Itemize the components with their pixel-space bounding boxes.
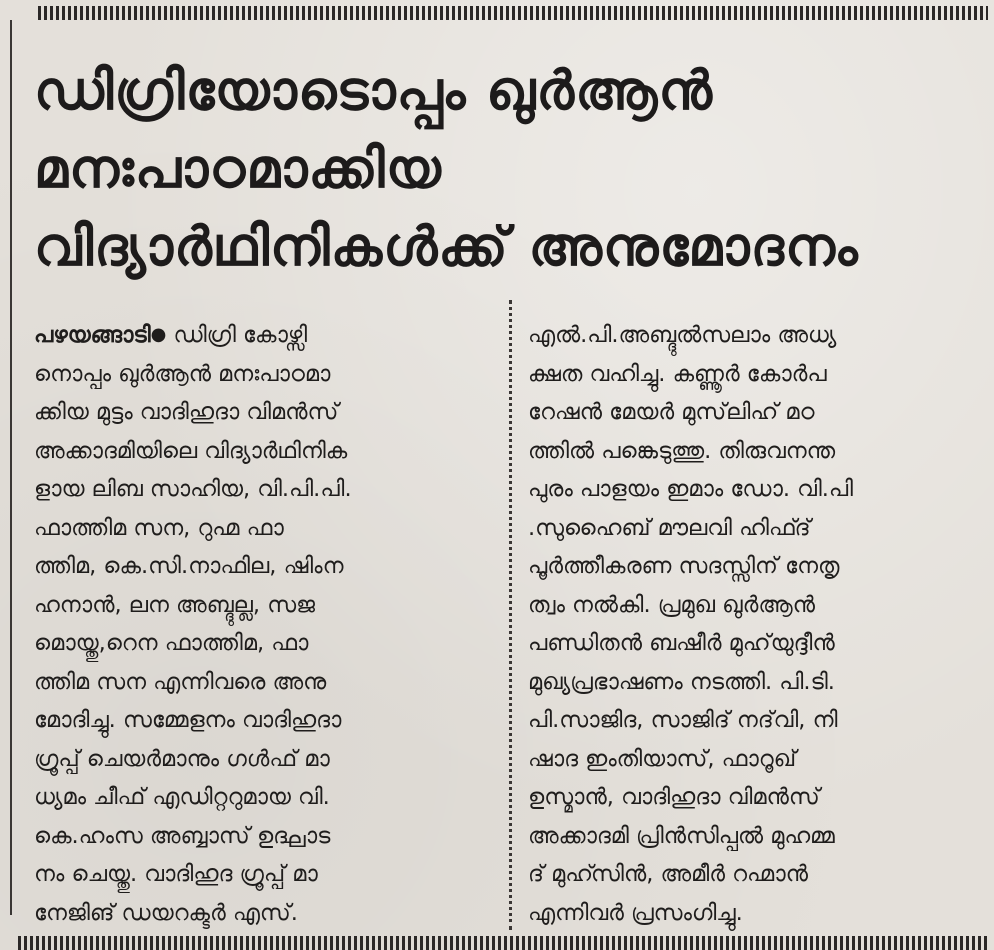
article-line: അക്കാദമിയിലെ വിദ്യാർഥിനിക (34, 437, 348, 464)
article-line: അക്കാദമി പ്രിൻസിപ്പൽ മുഹമ്മ (528, 822, 835, 849)
article-line: .സുഹൈബ് മൗലവി ഹിഫ്ദ് (528, 514, 811, 541)
headline-line: വിദ്യാർഥിനികൾക്ക് അനുമോദനം (34, 215, 859, 278)
article-line: എന്നിവർ പ്രസംഗിച്ചു. (528, 899, 743, 926)
article-line: ഹനാൻ, ലന അബ്ദുല്ല, സജ (34, 591, 315, 618)
article-column-left (34, 316, 494, 932)
article-line: നം ചെയ്തു. വാദിഹുദ ഗ്രൂപ്പ് മാ (34, 861, 318, 887)
article-line: മൊയ്തു,റെന ഫാത്തിമ, ഫാ (34, 630, 309, 656)
article-line: ക്ഷത വഹിച്ചു. കണ്ണൂർ കോർപ (528, 360, 827, 387)
article-line: ത്തിമ, കെ.സി.നാഫില, ഷിംന (34, 553, 344, 579)
article-line: നേജിങ് ഡയറക്ടർ എസ്. (34, 899, 298, 926)
dateline: പഴയങ്ങാടി (34, 322, 151, 348)
bottom-ornamental-rule (18, 936, 990, 950)
article-line: ത്തിമ സന എന്നിവരെ അനു (34, 668, 327, 695)
article-line: ദ് മുഹ്സിൻ, അമീർ റഹ്മാൻ (528, 861, 808, 887)
article-line: ധ്യമം ചീഫ് എഡിറ്ററുമായ വി. (34, 784, 330, 810)
dateline-bullet-icon: ● (150, 324, 167, 345)
top-ornamental-rule (38, 6, 988, 20)
article-line: മുഖ്യപ്രഭാഷണം നടത്തി. പി.ടി. (528, 668, 835, 695)
article-line: ത്തിൽ പങ്കെടുത്തു. തിരുവനന്ത (528, 437, 836, 464)
article-line: എൽ.പി.അബ്ദുൽസലാം അധ്യ (528, 322, 837, 348)
article-line: ക്കിയ മുട്ടം വാദിഹുദാ വിമൻസ് (34, 399, 339, 425)
article-column-right (528, 316, 978, 932)
article-line: ഉസ്മാൻ, വാദിഹുദാ വിമൻസ് (528, 784, 820, 810)
article-line: ഗ്രൂപ്പ് ചെയർമാനും ഗൾഫ് മാ (34, 745, 330, 772)
article-line: റേഷൻ മേയർ മുസ്‌ലിഹ് മഠ (528, 399, 815, 425)
column-divider (509, 300, 512, 930)
article-line: പി.സാജിദ, സാജിദ് നദ്‌വി, നി (528, 707, 838, 733)
article-line: മോദിച്ചു. സമ്മേളനം വാദിഹുദാ (34, 707, 342, 733)
article-line (34, 316, 494, 355)
article-line: പുരം പാളയം ഇമാം ഡോ. വി.പി (528, 476, 854, 502)
article-line-text: ഡിഗ്രി കോഴ്സി (173, 322, 308, 348)
article-line: ഷാദ ഇംതിയാസ്, ഫാറൂഖ് (528, 745, 797, 772)
article-line: ത്വം നൽകി. പ്രമുഖ ഖുർആൻ (528, 591, 816, 618)
article-line: പണ്ഡിതൻ ബഷീർ മുഹ്‌യുദ്ദീൻ (528, 630, 835, 656)
article-line: ഫാത്തിമ സന, റുഹ്മ ഫാ (34, 514, 284, 541)
left-column-rule (10, 20, 12, 915)
article-line: നൊപ്പം ഖുർആൻ മനഃപാഠമാ (34, 360, 331, 387)
headline-line: മനഃപാഠമാക്കിയ (34, 137, 442, 200)
article-line: പൂർത്തീകരണ സദസ്സിന് നേതൃ (528, 553, 840, 579)
article-line: ളായ ലിബ സാഹിയ, വി.പി.പി. (34, 476, 352, 502)
headline-line: ഡിഗ്രിയോടൊപ്പം ഖുർആൻ (34, 59, 713, 122)
headline (34, 52, 984, 286)
article-line: കെ.ഹംസ അബ്ബാസ് ഉദ്ഘാട (34, 822, 331, 849)
